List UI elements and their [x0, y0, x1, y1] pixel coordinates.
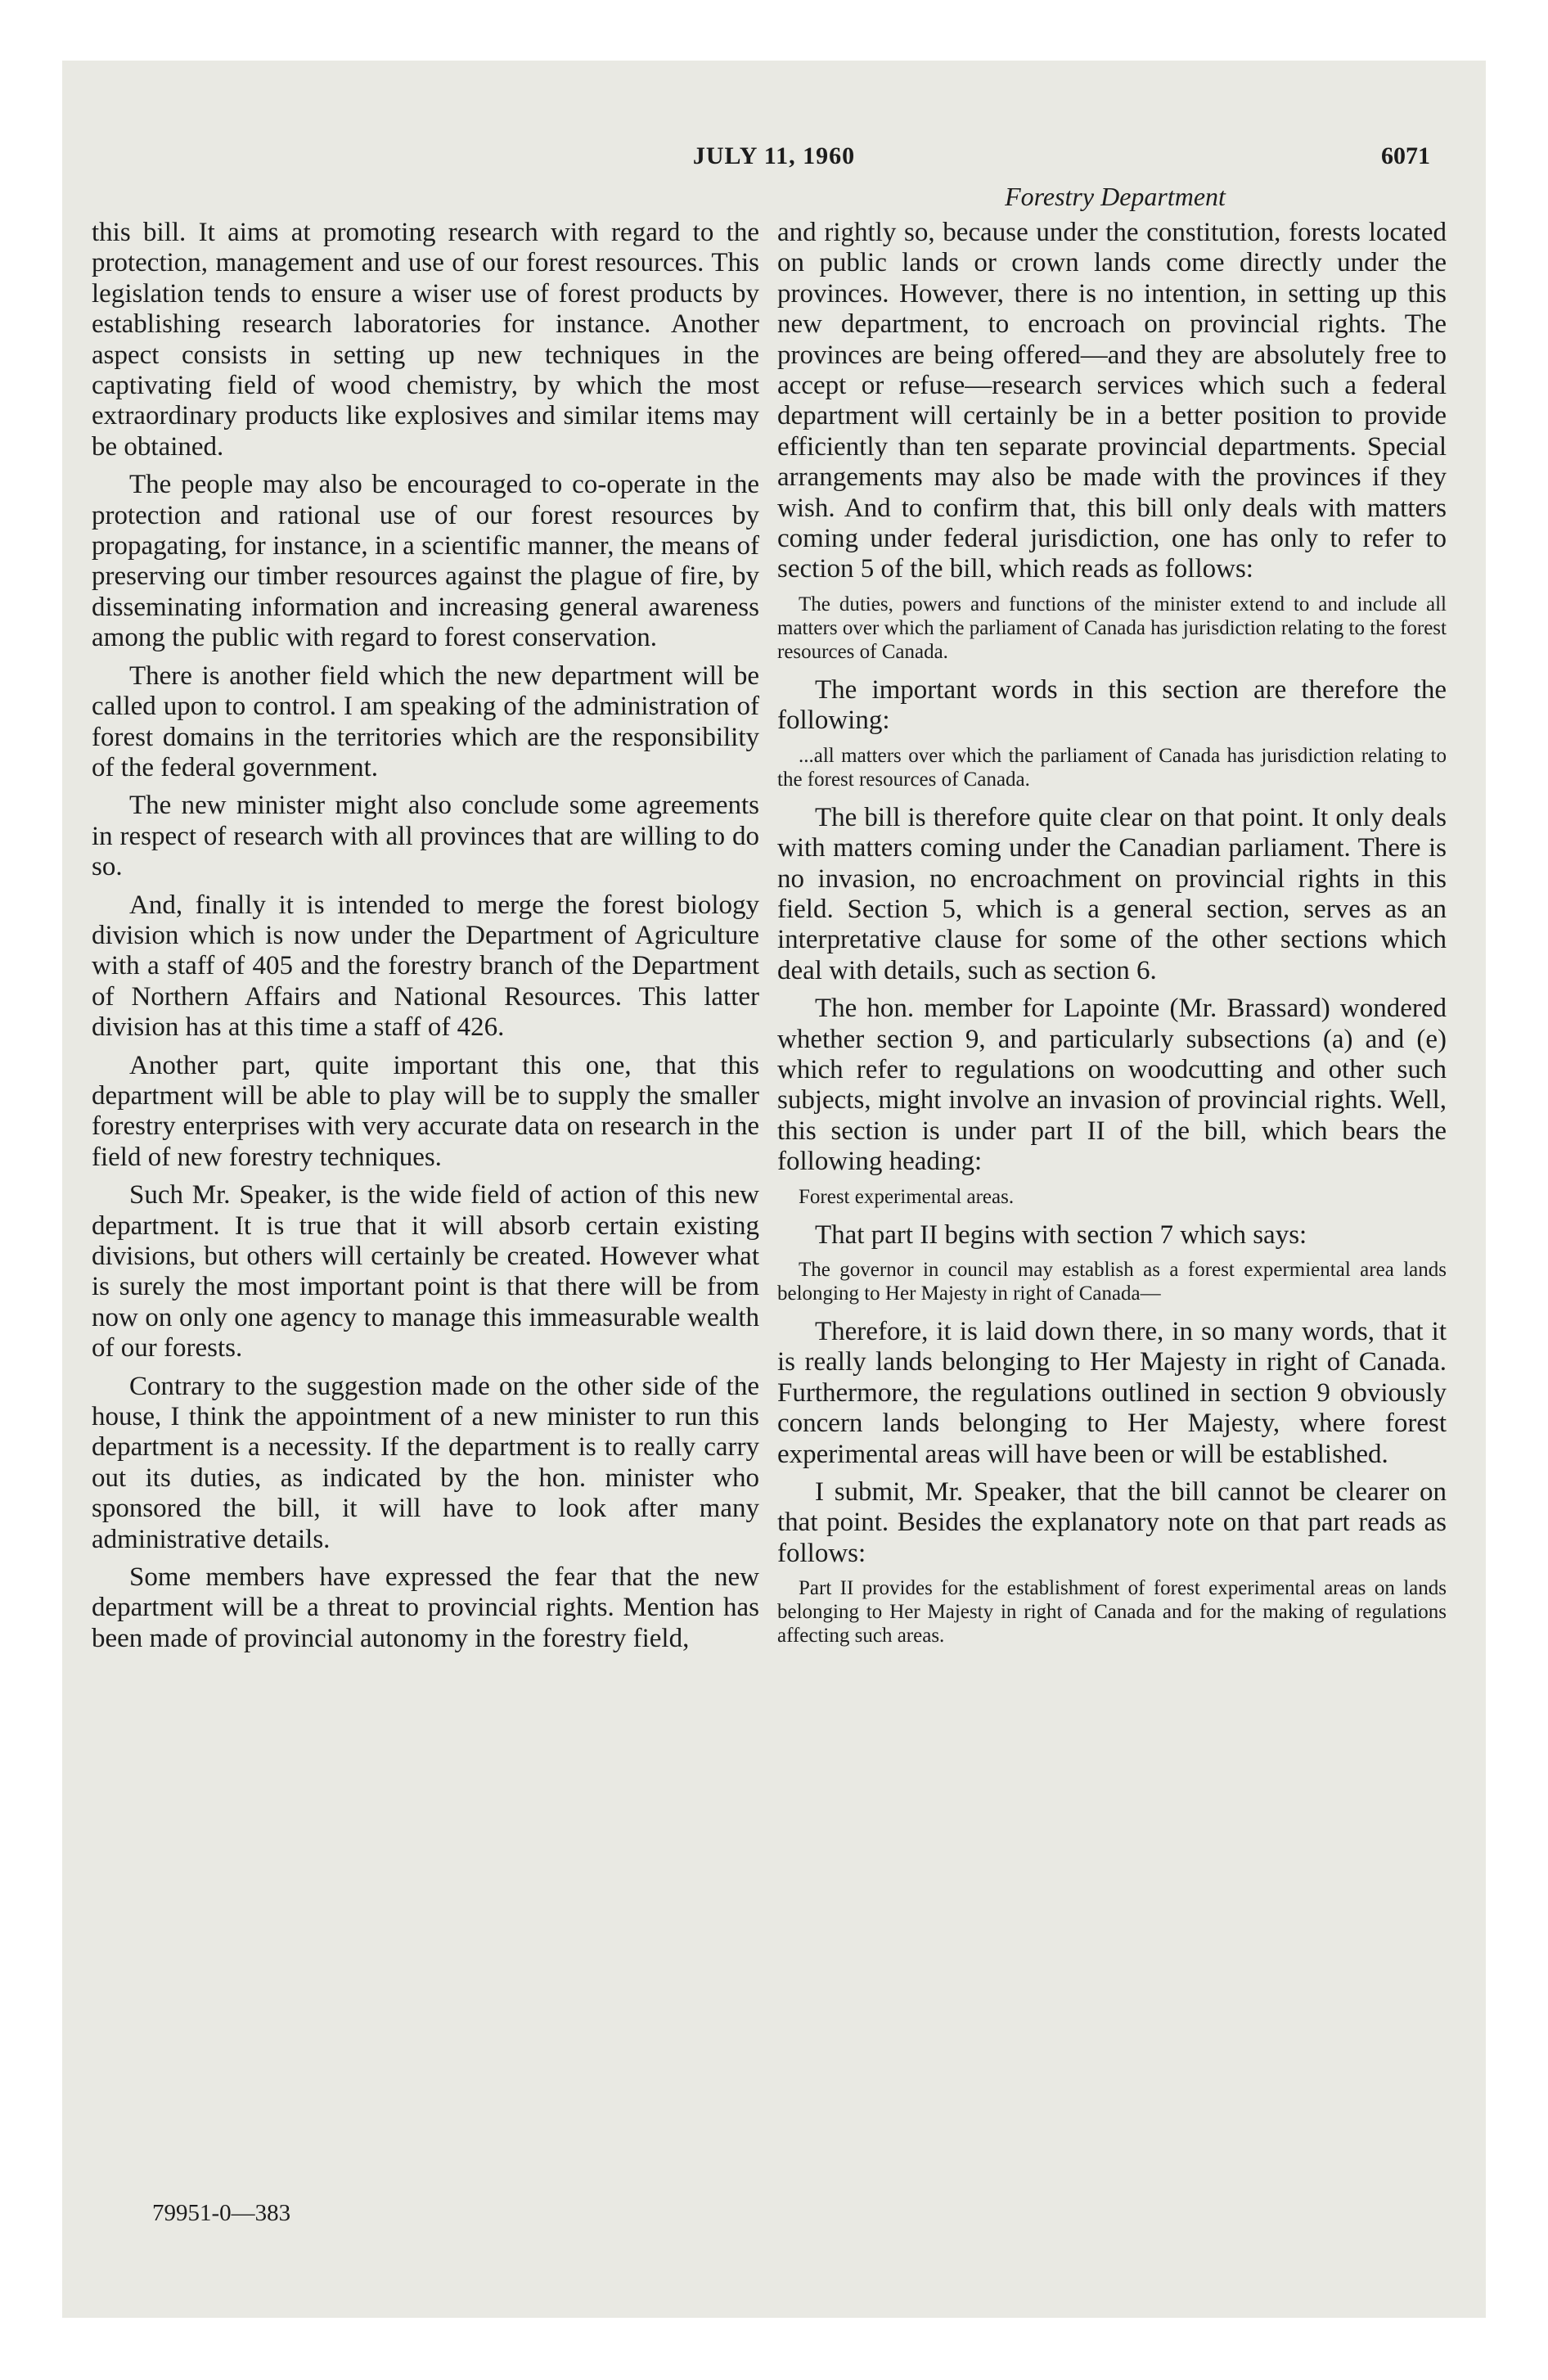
- paragraph: The new minister might also conclude some agreements in respect of research with all provinces that are willing to do so.: [92, 791, 759, 882]
- paragraph: The bill is therefore quite clear on that point. It only deals with matters coming under the Canadian parliament. There is no invasion, no encroachment on provincial rights in this field. Section 5, which is a general section, serves as an interpretative clause for some of the other sections which deal with details, such as section 6.: [777, 802, 1447, 985]
- paragraph: Therefore, it is laid down there, in so many words, that it is really lands belonging to Her Majesty in right of Canada. Furthermore, the regulations outlined in section 9 obviously concern lands belonging to Her Majesty, where forest experimental areas will have been or will be established.: [777, 1316, 1447, 1469]
- paragraph: Such Mr. Speaker, is the wide field of action of this new department. It is true that it will absorb certain existing divisions, but others will certainly be created. However what is surely the most important point is that there will be from now on only one agency to manage this immeasurable wealth of our forests.: [92, 1180, 759, 1364]
- page-number: 6071: [1381, 142, 1430, 169]
- paragraph: Contrary to the suggestion made on the other side of the house, I think the appointment of a new minister to run this department is a necessity. If the department is to really carry out its duties, as indicated by the hon. minister who sponsored the bill, it will have to look after many administrative details.: [92, 1371, 759, 1554]
- paragraph: There is another field which the new department will be called upon to control. I am speaking of the administration of forest domains in the territories which are the responsibility of the federal government.: [92, 660, 759, 782]
- paragraph: Another part, quite important this one, that this department will be able to play will be to supply the smaller forestry enterprises with very accurate data on research in the field of new forestry techniques.: [92, 1050, 759, 1172]
- quotation: Forest experimental areas.: [799, 1185, 1015, 1208]
- paragraph: this bill. It aims at promoting research with regard to the protection, management and use of our forest resources. This legislation tends to ensure a wiser use of forest products by establishing research laboratories for instance. Another aspect consists in setting up new techniques in the captivating field of wood chemistry, by which the most extraordinary products like explosives and similar items may be obtained.: [92, 218, 759, 462]
- paragraph: and rightly so, because under the constitution, forests located on public lands or crown lands come directly under the provinces. However, there is no intention, in setting up this new department, to encroach on provincial rights. The provinces are being offered—and they are absolutely free to accept or refuse—research services which such a federal department will certainly be in a better position to provide efficiently than ten separate provincial departments. Special arrangements may also be made with the provinces if they wish. And to confirm that, this bill only deals with matters coming under federal jurisdiction, one has only to refer to section 5 of the bill, which reads as follows:: [777, 218, 1447, 584]
- paragraph: And, finally it is intended to merge the forest biology division which is now under the Department of Agriculture with a staff of 405 and the forestry branch of the Department of Northern Affairs and National Resources. This latter division has at this time a staff of 426.: [92, 890, 759, 1043]
- quotation: The duties, powers and functions of the minister extend to and include all matters over which the parliament of Canada has jurisdiction relating to the forest resources of Canada.: [777, 593, 1447, 663]
- quotation: Part II provides for the establishment of forest experimental areas on lands belonging to Her Majesty in right of Canada and for the making of regulations affecting such areas.: [777, 1577, 1447, 1648]
- paragraph: The hon. member for Lapointe (Mr. Brassard) wondered whether section 9, and particularly subsections (a) and (e) which refer to regulations on woodcutting and other such subjects, might involve an invasion of provincial rights. Well, this section is under part II of the bill, which bears the following heading:: [777, 994, 1447, 1177]
- paragraph: The people may also be encouraged to co-operate in the protection and rational use of our forest resources by propagating, for instance, in a scientific manner, the means of preserving our timber resources against the plague of fire, by disseminating information and increasing general awareness among the public with regard to forest conservation.: [92, 470, 759, 653]
- paragraph: Some members have expressed the fear that the new department will be a threat to provincial rights. Mention has been made of provincial autonomy in the forestry field,: [92, 1562, 759, 1653]
- page: [62, 61, 1486, 2318]
- paragraph: The important words in this section are therefore the following:: [777, 674, 1447, 736]
- right-column: [777, 218, 1447, 1659]
- page-date: JULY 11, 1960: [692, 142, 856, 169]
- left-column: [92, 218, 759, 1661]
- quotation: ...all matters over which the parliament of Canada has jurisdiction relating to the forest resources of Canada.: [777, 744, 1447, 791]
- quotation: The governor in council may establish as a forest expermiental area lands belonging to Her Majesty in right of Canada—: [777, 1258, 1447, 1305]
- running-head: Forestry Department: [1005, 182, 1226, 211]
- print-code: 79951-0—383: [152, 2200, 291, 2226]
- paragraph: I submit, Mr. Speaker, that the bill cannot be clearer on that point. Besides the explanatory note on that part reads as follows:: [777, 1477, 1447, 1568]
- paragraph: That part II begins with section 7 which says:: [815, 1219, 1307, 1250]
